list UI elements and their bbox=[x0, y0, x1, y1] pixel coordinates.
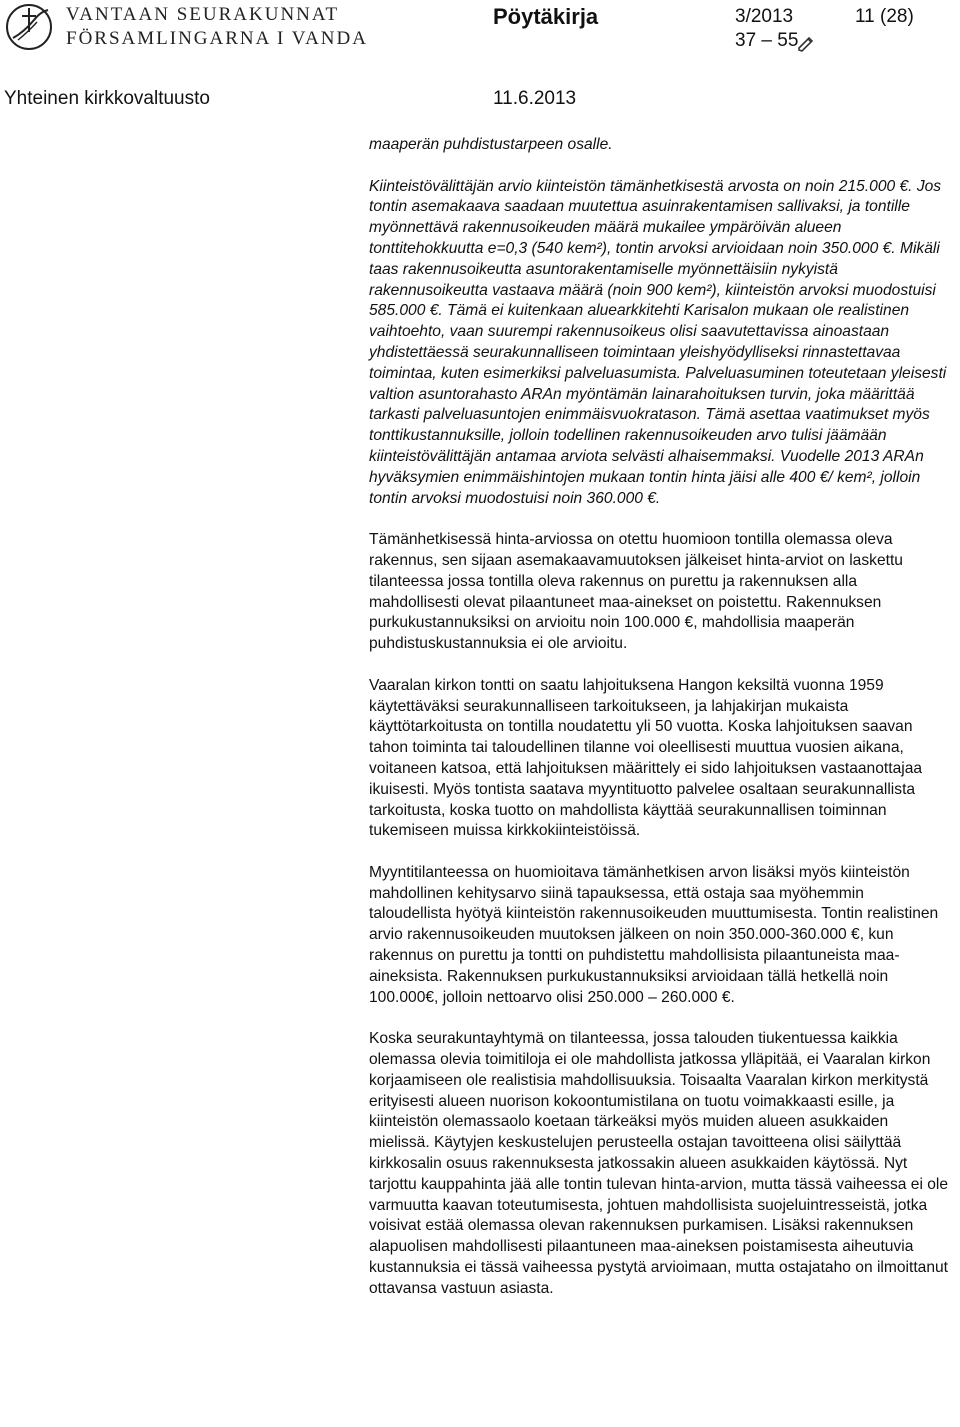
meeting-body: Yhteinen kirkkovaltuusto bbox=[4, 88, 210, 109]
paragraph: Tämänhetkisessä hinta-arviossa on otettu huomioon tontilla olemassa oleva rakennus, sen sijaan asemakaavamuutoksen jälkeiset hinta-arviot on laskettu tilanteessa jossa tontilla oleva rakennus on purettu ja rakennuksen alla mahdollisesti olevat pilaantuneet maa-ainekset on poistettu. Rakennuksen purkukustannuksiksi on arvioitu noin 100.000 €, mahdollisia maaperän puhdistuskustannuksia ei ole arvioitu. bbox=[369, 531, 903, 653]
document-type: Pöytäkirja bbox=[493, 4, 599, 29]
organization-name-finnish: VANTAAN SEURAKUNNAT bbox=[66, 4, 340, 25]
page-header bbox=[0, 0, 960, 120]
edit-icon bbox=[796, 34, 816, 54]
section-range: 37 – 55 bbox=[735, 30, 799, 51]
paragraph: Koska seurakuntayhtymä on tilanteessa, jossa talouden tiukentuessa kaikkia olemassa olevia toimitiloja ei ole mahdollista jatkossa ylläpitää, ei Vaaralan kirkon korjaamiseen ole realistisia mahdollisuuksia. Toisaalta Vaaralan kirkon merkitystä erityisesti alueen nuorison kokoontumistilana on tuotu voimakkaasti esille, ja kiinteistön olemassaolo koetaan tärkeäksi myös muiden alueen asukkaiden mielissä. Käytyjen keskustelujen perusteella ostajan tavoitteena olisi säilyttää kirkkosalin osuus rakennuksesta jatkossakin alueen asukkaiden käytössä. Nyt tarjottu kauppahinta jää alle tontin tulevan hinta-arvion, mutta tässä vaiheessa ei ole varmuutta kaavan toteutumisesta, johtuen mahdollisista suojeluintresseistä, jotka voisivat estää olemassa olevan rakennuksen purkamisen. Lisäksi rakennuksen alapuolisen mahdollisesti pilaantuneen maa-aineksen poistamisesta aiheutuvia kustannuksia ei tässä vaiheessa pystytä arvioimaan, mutta ostajataho on ilmoittanut ottavansa vastuun asiasta. bbox=[369, 1030, 949, 1297]
organization-name-swedish: FÖRSAMLINGARNA I VANDA bbox=[66, 28, 368, 49]
page-number: 11 (28) bbox=[855, 6, 914, 27]
church-logo bbox=[4, 2, 56, 52]
paragraph: Vaaralan kirkon tontti on saatu lahjoituksena Hangon keksiltä vuonna 1959 käytettäväksi seurakunnalliseen tarkoitukseen, ja lahjakirjan mukaista käyttötarkoitusta on tontilla noudatettu yli 50 vuotta. Koska lahjoituksen saavan tahon toiminta tai taloudellinen tilanne voi oleellisesti muuttua vuosien aikana, voitaneen katsoa, että lahjoituksen määrittely ei sido lahjoituksen vastaanottajaa ikuisesti. Myös tontista saatava myyntituotto palvelee osaltaan seurakunnallista tarkoitusta, koska tuotto on mahdollista käyttää seurakunnallisen toiminnan tukemiseen muissa kirkkokiinteistöissä. bbox=[369, 676, 923, 840]
paragraph: Myyntitilanteessa on huomioitava tämänhetkisen arvon lisäksi myös kiinteistön mahdollinen kehitysarvo siinä tapauksessa, että ostaja saa myöhemmin taloudellista hyötyä kiinteistön rakennusoikeuden muuttumisesta. Tontin realistinen arvio rakennusoikeuden muutoksen jälkeen on noin 350.000-360.000 €, kun rakennus on purettu ja tontti on puhdistettu mahdollisista pilaantuneista maa-aineksista. Rakennuksen purkukustannuksiksi arvioidaan tällä hetkellä noin 100.000€, jolloin nettoarvo olisi 250.000 – 260.000 €. bbox=[369, 863, 939, 1006]
paragraph: Kiinteistövälittäjän arvio kiinteistön tämänhetkisestä arvosta on noin 215.000 €. Jos tontin asemakaava saadaan muutettua asuinrakentamisen sallivaksi, ja tontille myönnettävä rakennusoikeuden määrä mukailee ympäröivän alueen tonttitehokkuutta e=0,3 (540 kem²), tontin arvoksi arvioidaan noin 350.000 €. Mikäli taas rakennusoikeutta asuntorakentamiselle myönnettäisiin nykyistä rakennusoikeutta vastaava määrä (noin 900 kem²), kiinteistön arvoksi muodostuisi 585.000 €. Tämä ei kuitenkaan aluearkkitehti Karisalon mukaan ole realistinen vaihtoehto, vaan suurempi rakennusoikeus olisi saavutettavissa ainoastaan yhdistettäessä seurakunnalliseen toimintaan yleishyödylliseksi rinnastettavaa toimintaa, kuten esimerkiksi palveluasumista. Palveluasuminen toteutetaan yleisesti valtion asuntorahasto ARAn myöntämän lainarahoituksen turvin, joka määrittää tarkasti palveluasuntojen enimmäisvuokratason. Tämä asettaa vaatimukset myös tonttikustannuksille, jolloin todellinen rakennusoikeuden arvo tulisi jäämään kiinteistövälittäjän antamaa arviota selvästi alhaisemmaksi. Vuodelle 2013 ARAn hyväksymien enimmäishintojen mukaan tontin hinta jäisi alle 400 €/ kem², jolloin tontin arvoksi muodostuisi noin 360.000 €. bbox=[369, 177, 947, 507]
meeting-date: 11.6.2013 bbox=[493, 88, 577, 109]
document-body bbox=[369, 135, 949, 1320]
paragraph: maaperän puhdistustarpeen osalle. bbox=[369, 136, 613, 153]
document-number: 3/2013 bbox=[735, 6, 794, 27]
